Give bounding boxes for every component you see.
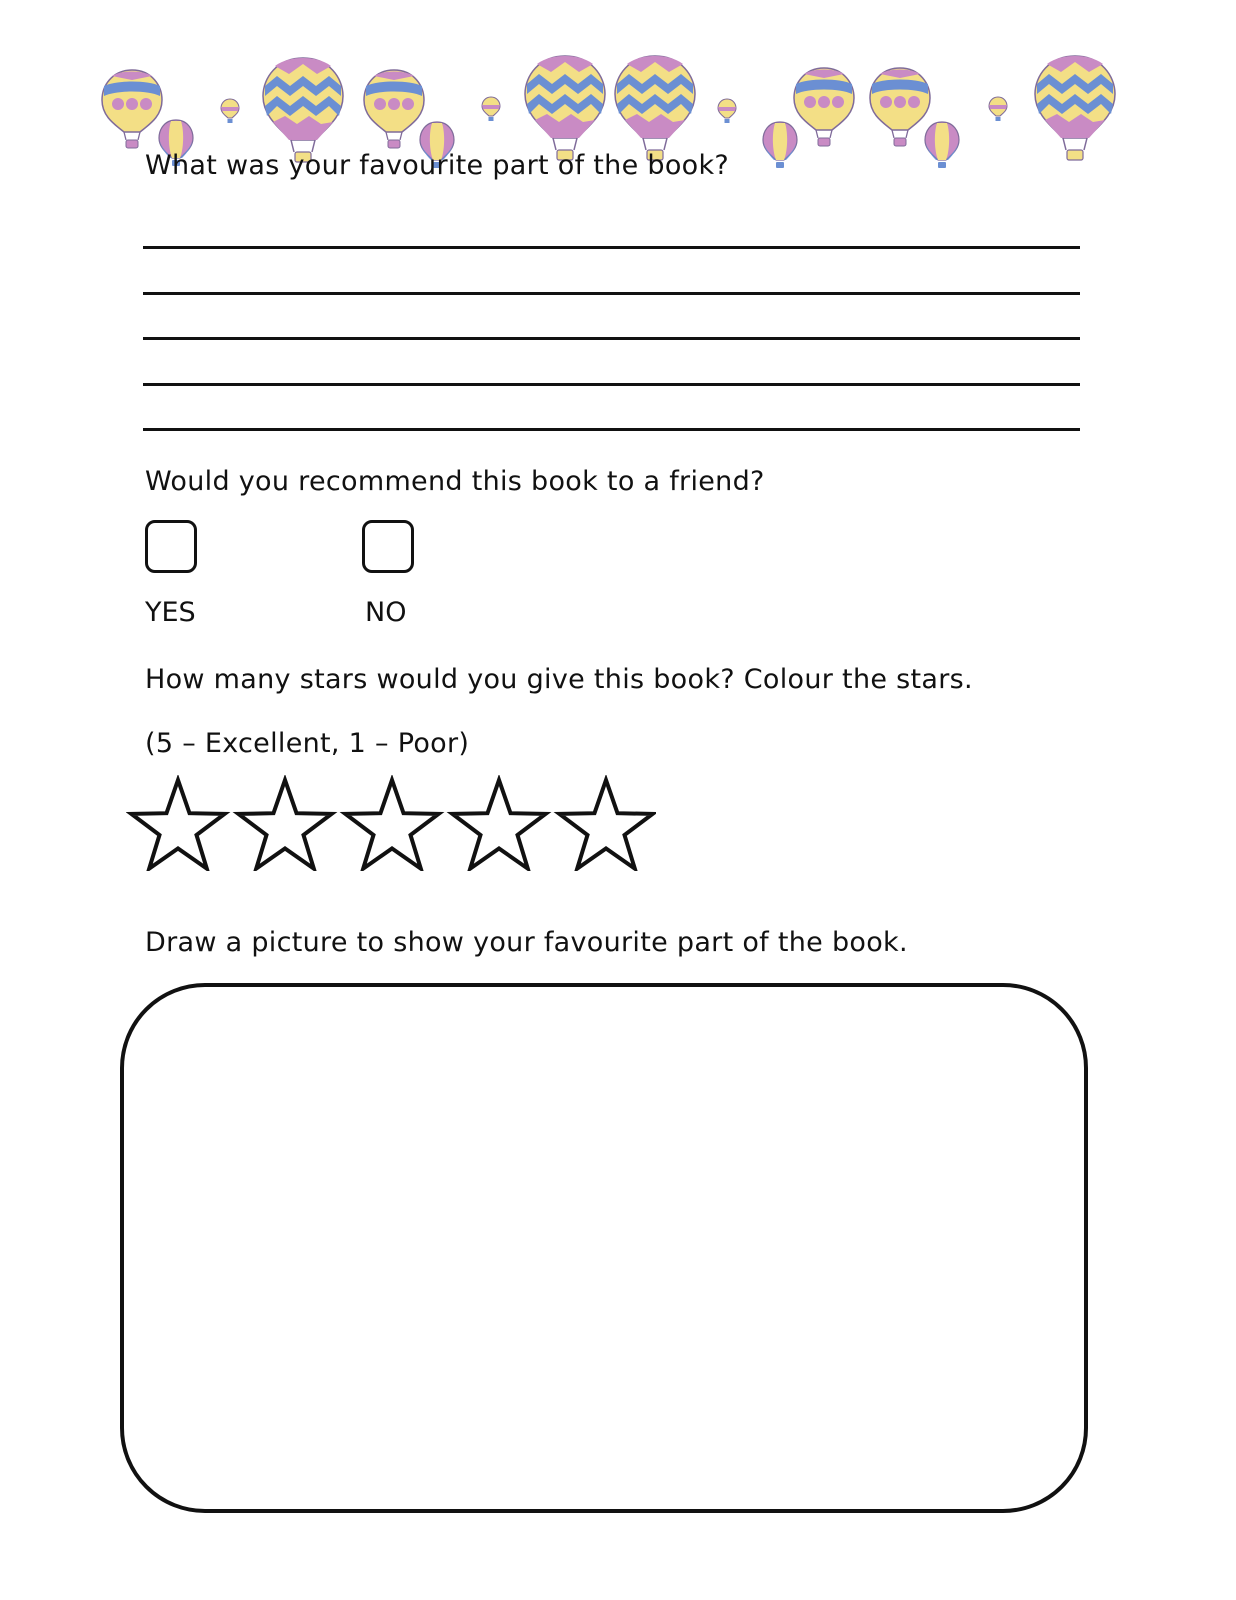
yes-checkbox[interactable] bbox=[145, 520, 197, 573]
question-stars: How many stars would you give this book? Colour the stars. bbox=[145, 664, 973, 695]
answer-line[interactable] bbox=[143, 383, 1080, 386]
rating-star-2[interactable] bbox=[238, 780, 331, 869]
hot-air-balloon-icon bbox=[763, 122, 797, 168]
hot-air-balloon-icon bbox=[364, 70, 424, 148]
answer-line[interactable] bbox=[143, 337, 1080, 340]
hot-air-balloon-icon bbox=[221, 99, 239, 123]
hot-air-balloon-icon bbox=[525, 56, 605, 160]
question-draw: Draw a picture to show your favourite part of the book. bbox=[145, 927, 908, 958]
yes-label: YES bbox=[145, 597, 196, 628]
answer-line[interactable] bbox=[143, 292, 1080, 295]
drawing-area[interactable] bbox=[120, 983, 1088, 1513]
no-label: NO bbox=[365, 597, 407, 628]
hot-air-balloon-icon bbox=[102, 70, 162, 148]
question-recommend: Would you recommend this book to a friend? bbox=[145, 466, 765, 497]
star-rating[interactable] bbox=[126, 775, 656, 871]
hot-air-balloon-icon bbox=[615, 56, 695, 160]
hot-air-balloon-icon bbox=[794, 68, 854, 146]
answer-line[interactable] bbox=[143, 428, 1080, 431]
question-favourite-part: What was your favourite part of the book? bbox=[145, 150, 730, 181]
hot-air-balloon-icon bbox=[989, 97, 1007, 121]
hot-air-balloon-icon bbox=[482, 97, 500, 121]
no-checkbox[interactable] bbox=[362, 520, 414, 573]
hot-air-balloon-icon bbox=[925, 122, 959, 168]
rating-star-3[interactable] bbox=[345, 780, 438, 869]
rating-star-5[interactable] bbox=[559, 780, 652, 869]
hot-air-balloon-icon bbox=[1035, 56, 1115, 160]
answer-line[interactable] bbox=[143, 246, 1080, 249]
rating-star-1[interactable] bbox=[131, 780, 224, 869]
rating-scale-note: (5 – Excellent, 1 – Poor) bbox=[145, 728, 470, 759]
hot-air-balloon-icon bbox=[263, 58, 343, 162]
hot-air-balloon-icon bbox=[870, 68, 930, 146]
hot-air-balloon-icon bbox=[718, 99, 736, 123]
rating-star-4[interactable] bbox=[452, 780, 545, 869]
